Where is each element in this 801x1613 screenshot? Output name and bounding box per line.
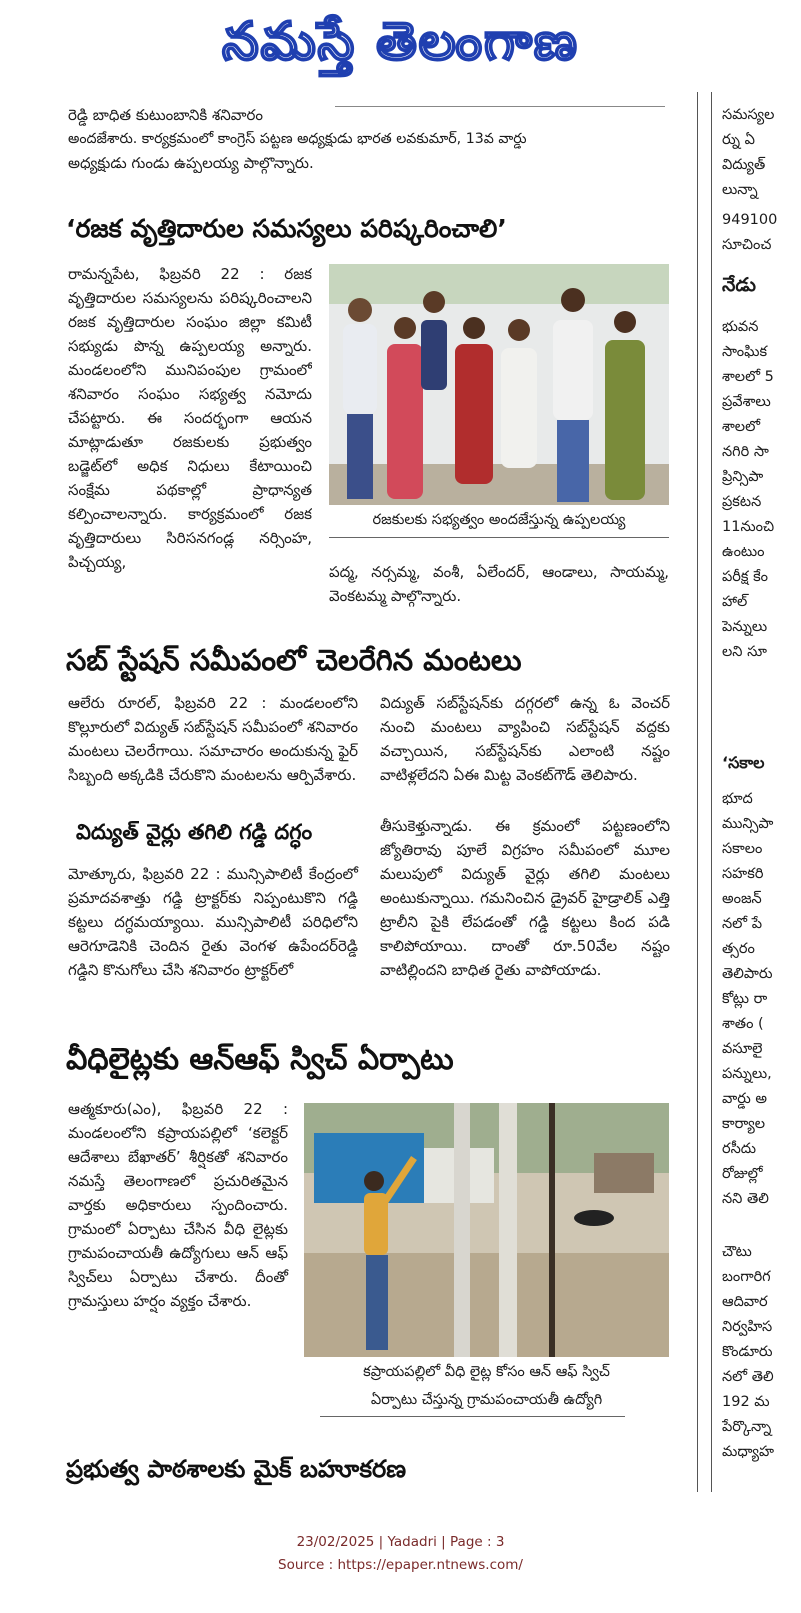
strip-line: రోజుల్లో (722, 1166, 763, 1182)
article4-body: ఆత్మకూరు(ఎం), ఫిబ్రవరి 22 : మండలంలోని కప్రాయపల్లిలో ‘కలెక్టర్ ఆదేశాలు బేఖాతర్’ శీర్షికతో శనివారం నమస్తే తెలంగాణలో ప్రచురితమైన వార్తకు అధికారులు స్పందించారు. గ్రామంలో ఏర్పాటు చేసిన వీధి లైట్లకు గ్రామపంచాయతీ ఉద్యోగులు ఆన్ ఆఫ్ స్విచ్‌లు ఏర్పాటు చేశారు. దీంతో గ్రామస్తులు హర్షం వ్యక్తం చేశారు. (68, 1100, 288, 1310)
article3-column2: తీసుకెళ్తున్నాడు. ఈ క్రమంలో పట్టణంలోని జ్యోతిరావు పూలే విగ్రహం సమీపంలో మూల మలుపులో విద్యుత్ వైర్లు తగిలి మంటలు అంటుకున్నాయి. గమనించిన డ్రైవర్ హైడ్రాలిక్ ఎత్తి ట్రాలీని పైకి లేపడంతో గడ్డి కట్టలు కింద పడి కాలిపోయాయి. దాంతో రూ.50వేల నష్టం వాటిల్లిందని బాధిత రైతు వాపోయాడు. (380, 817, 670, 979)
strip-line: పన్నులు, (722, 1066, 772, 1082)
footer-date-edition: 23/02/2025 | Yadadri | Page : 3 (296, 1534, 505, 1550)
newspaper-title: నమస్తే తెలంగాణ (222, 12, 579, 72)
strip-heading: ‘సకాల (722, 753, 765, 772)
strip-line: బంగారిగ (722, 1269, 771, 1285)
strip-line: ర్ను ఏ (722, 132, 755, 148)
top-story-line: అందజేశారు. కార్యక్రమంలో కాంగ్రెస్ పట్టణ అధ్యక్షుడు భారత లవకుమార్, 13వ వార్డు (68, 131, 527, 147)
strip-line: లని సూ (722, 644, 767, 660)
article4-caption-line1: కప్రాయపల్లిలో వీధి లైట్ల కోసం ఆన్ ఆఫ్ స్విచ్ (363, 1364, 610, 1380)
strip-line: శాలలో (722, 419, 760, 435)
strip-line: శాతం ( (722, 1016, 764, 1032)
article3-headline: విద్యుత్ వైర్లు తగిలి గడ్డి దగ్ధం (76, 820, 313, 844)
article5-headline: ప్రభుత్వ పాఠశాలకు మైక్ బహూకరణ (66, 1455, 407, 1483)
top-story-line: రెడ్డి బాధిత కుటుంబానికి శనివారం (68, 106, 264, 124)
article1-body-continued: పద్మ, నర్సమ్మ, వంశీ, ఏలేందర్, ఆండాలు, సాయమ్మ, వెంకటమ్మ పాల్గొన్నారు. (329, 563, 669, 605)
strip-line: రసీదు (722, 1141, 757, 1157)
strip-line: కార్యాల (722, 1116, 766, 1132)
column-divider (697, 92, 698, 1492)
strip-line: సహకరి (722, 866, 764, 882)
right-column-strip (722, 95, 801, 1495)
strip-line: 192 మ (722, 1394, 770, 1410)
strip-line: ఆదివార (722, 1294, 768, 1310)
strip-line: 949100 (722, 212, 778, 228)
strip-line: నలో తెలి (722, 1369, 774, 1385)
strip-line: 11నుంచి (722, 519, 775, 535)
strip-line: శాలలో 5 (722, 369, 774, 385)
strip-line: నిర్వహిస (722, 1319, 773, 1335)
footer-source-link[interactable]: Source : https://epaper.ntnews.com/ (278, 1557, 523, 1573)
street-light-photo-image (304, 1103, 669, 1357)
strip-line: మధ్యాహ (722, 1444, 775, 1460)
strip-line: ప్రవేశాలు (722, 394, 771, 410)
strip-line: భువన (722, 319, 759, 335)
article1-headline: ‘రజక వృత్తిదారుల సమస్యలు పరిష్కరించాలి’ (66, 214, 507, 243)
article1-caption: రజకులకు సభ్యత్వం అందజేస్తున్న ఉప్పలయ్య (372, 512, 626, 528)
caption-rule (329, 537, 669, 538)
strip-heading: నేడు (722, 274, 756, 296)
strip-line: నగిరి సా (722, 444, 769, 460)
strip-line: సాంఘిక (722, 344, 768, 360)
strip-line: నని తెలి (722, 1191, 769, 1207)
strip-line: తెలిపారు (722, 966, 773, 982)
strip-line: సకాలం (722, 841, 763, 857)
strip-line: లున్నా (722, 182, 758, 198)
strip-line: మున్సిపా (722, 816, 774, 832)
column-divider (711, 92, 712, 1492)
article1-body: రామన్నపేట, ఫిబ్రవరి 22 : రజక వృత్తిదారుల సమస్యలను పరిష్కరించాలని రజక వృత్తిదారుల సంఘం జిల్లా కమిటీ సభ్యుడు పొన్న ఉప్పలయ్య అన్నారు. మండలంలోని మునిపంపుల గ్రామంలో శనివారం సంఘం సభ్యత్వ నమోదు చేపట్టారు. ఈ సందర్భంగా ఆయన మాట్లాడుతూ రజకులకు ప్రభుత్వం బడ్జెట్‌లో అధిక నిధులు కేటాయించి సంక్షేమ పథకాల్లో ప్రాధాన్యత కల్పించాలన్నారు. కార్యక్రమంలో రజక వృత్తిదారులు సిరిసనగండ్ల నర్సింహ, పిచ్చయ్య, (68, 265, 312, 571)
strip-line: ఉంటుం (722, 544, 765, 560)
strip-line: ప్రకటన (722, 494, 762, 510)
strip-line: సమస్యల (722, 107, 775, 123)
strip-line: వార్డు అ (722, 1091, 768, 1107)
strip-line: కోట్లు రా (722, 991, 768, 1007)
strip-line: హాల్ (722, 594, 748, 610)
strip-line: అంజన్ (722, 891, 762, 907)
strip-line: నలో పే (722, 916, 763, 932)
strip-line: సూచించ (722, 237, 772, 253)
strip-line: విద్యుత్ (722, 157, 766, 173)
strip-line: భూద (722, 791, 753, 807)
article4-headline: వీధిలైట్లకు ఆన్‌ఆఫ్ స్విచ్ ఏర్పాటు (66, 1042, 454, 1077)
article2-headline: సబ్ స్టేషన్ సమీపంలో చెలరేగిన మంటలు (66, 643, 522, 677)
strip-line: పెన్నులు (722, 619, 768, 635)
strip-line: చౌటు (722, 1244, 752, 1260)
caption-rule (320, 1416, 625, 1417)
strip-line: కొండూరు (722, 1344, 773, 1360)
strip-line: వసూలై (722, 1041, 763, 1057)
strip-line: పరీక్ష కేం (722, 569, 769, 585)
article4-caption-line2: ఏర్పాటు చేస్తున్న గ్రామపంచాయతీ ఉద్యోగి (370, 1392, 603, 1408)
top-story-line: అధ్యక్షుడు గుండు ఉప్పలయ్య పాల్గొన్నారు. (68, 154, 314, 172)
article2-column1: ఆలేరు రూరల్, ఫిబ్రవరి 22 : మండలంలోని కొల్లూరులో విద్యుత్ సబ్‌స్టేషన్ సమీపంలో శనివారం మంటలు చెలరేగాయి. సమాచారం అందుకున్న ఫైర్ సిబ్బంది అక్కడికి చేరుకొని మంటలను ఆర్పివేశారు. (68, 694, 358, 784)
strip-line: ప్రిన్సిపా (722, 469, 764, 485)
article3-column1: మోత్కూరు, ఫిబ్రవరి 22 : మున్సిపాలిటీ కేంద్రంలో ప్రమాదవశాత్తు గడ్డి ట్రాక్టర్‌కు నిప్పంటుకొని గడ్డి కట్టలు దగ్ధమయ్యాయి. మున్సిపాలిటీ పరిధిలోని ఆరెగూడెనికి చెందిన రైతు వెంగళ ఉపేందర్‌రెడ్డి గడ్డిని కొనుగోలు చేసి శనివారం ట్రాక్టర్‌లో (68, 865, 358, 979)
article4-photo (304, 1103, 669, 1357)
masthead (0, 0, 801, 84)
strip-line: పేర్కొన్నా (722, 1419, 772, 1435)
cut-off-caption (335, 96, 665, 107)
article1-photo (329, 264, 669, 505)
top-story (68, 103, 668, 175)
group-photo-image (329, 264, 669, 505)
strip-line: త్సరం (722, 941, 755, 957)
article2-column2: విద్యుత్ సబ్‌స్టేషన్‌కు దగ్గరలో ఉన్న ఓ వెంచర్ నుంచి మంటలు వ్యాపించి సబ్‌స్టేషన్ వద్దకు వచ్చాయిన, సబ్‌స్టేషన్‌కు ఎలాంటి నష్టం వాటిళ్లలేదని ఏఈ మిట్ట వెంకట్‌గౌడ్ తెలిపారు. (380, 694, 670, 784)
